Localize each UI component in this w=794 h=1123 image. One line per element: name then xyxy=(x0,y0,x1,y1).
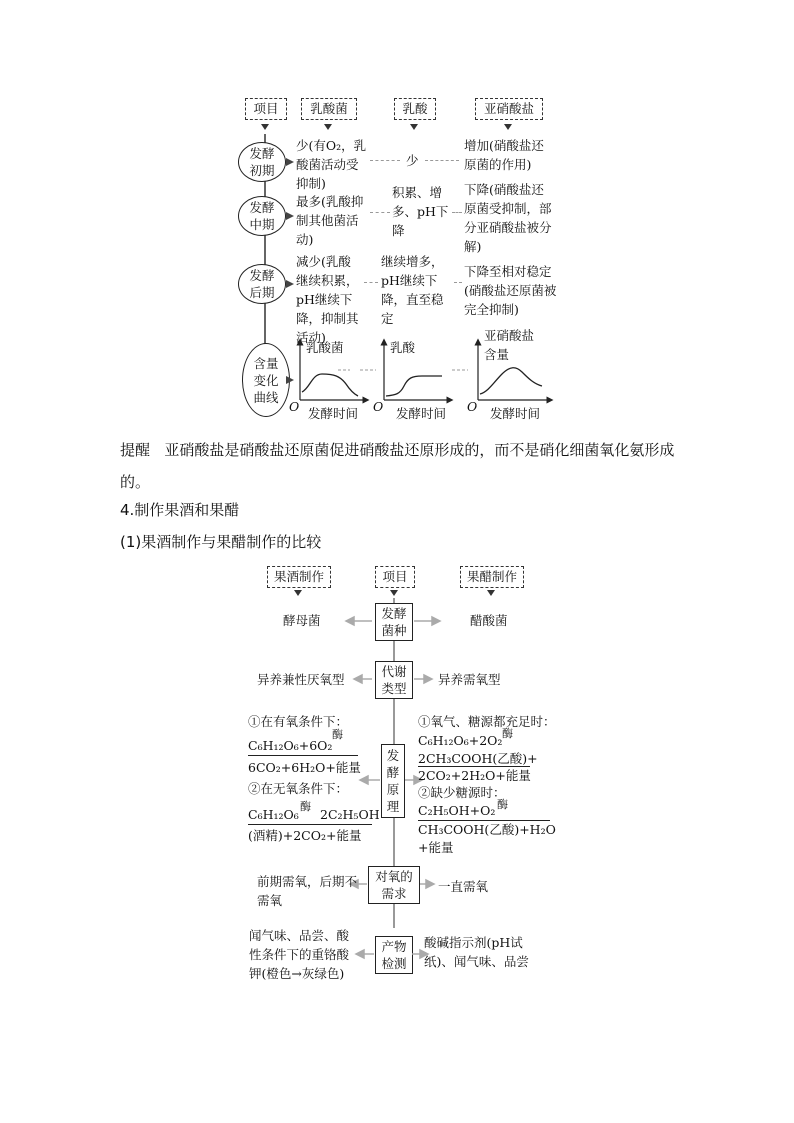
dash-connector xyxy=(454,282,462,283)
enzyme-label: 酶 xyxy=(497,798,508,811)
header-item: 项目 xyxy=(375,566,415,588)
vin-eq2b: CH₃COOH(乙酸)+H₂O xyxy=(418,822,556,837)
header-wine: 果酒制作 xyxy=(267,566,331,588)
wine-eq2a2: 2C₂H₅OH xyxy=(320,807,380,822)
tip-label: 提醒 xyxy=(120,441,151,459)
item-oxygen: 对氧的需求 xyxy=(368,866,420,904)
item-strain: 发酵菌种 xyxy=(375,603,413,641)
curve1-ylabel: 乳酸菌 xyxy=(306,340,344,355)
arrow-down-icon xyxy=(504,124,512,130)
header-nitrite: 亚硝酸盐 xyxy=(475,98,543,120)
dash-connector xyxy=(452,212,462,213)
curve3-origin: O xyxy=(467,399,478,414)
arrow-down-icon xyxy=(261,124,269,130)
early-nitrite: 增加(硝酸盐还原菌的作用) xyxy=(464,138,544,172)
header-lactic-acid: 乳酸 xyxy=(394,98,436,120)
vinegar-oxygen: 一直需氧 xyxy=(438,879,489,894)
early-acid: 少 xyxy=(406,153,419,168)
stage-curves: 含量变化曲线 xyxy=(242,343,290,417)
late-lab: 减少(乳酸继续积累，pH继续下降，抑制其活动) xyxy=(296,254,359,345)
curve1-xlabel: 发酵时间 xyxy=(308,406,359,421)
vin-eq1b: 2CH₃COOH(乙酸)+ xyxy=(418,751,538,766)
wine-strain: 酵母菌 xyxy=(283,613,321,628)
wine-detection: 闻气味、品尝、酸性条件下的重铬酸钾(橙色→灰绿色) xyxy=(249,928,350,981)
dash-connector xyxy=(370,212,390,213)
curve3-xlabel: 发酵时间 xyxy=(490,406,541,421)
header-vinegar: 果醋制作 xyxy=(460,566,524,588)
item-metabolism: 代谢类型 xyxy=(375,661,413,699)
vinegar-metabolism: 异养需氧型 xyxy=(438,672,501,687)
arrow-down-icon xyxy=(294,590,302,596)
vin-eq2c: +能量 xyxy=(418,840,454,855)
tip-paragraph xyxy=(120,434,680,498)
curve2-ylabel: 乳酸 xyxy=(390,340,416,355)
early-lab: 少(有O₂，乳酸菌活动受抑制) xyxy=(296,138,367,191)
section-heading: 4.制作果酒和果醋 xyxy=(120,501,240,519)
curve2-origin: O xyxy=(373,399,384,414)
stage-middle: 发酵中期 xyxy=(238,196,286,236)
stage-late: 发酵后期 xyxy=(238,264,286,304)
wine-eq1a: C₆H₁₂O₆+6O₂ xyxy=(248,738,333,753)
wine-oxygen: 前期需氧，后期不需氧 xyxy=(257,874,358,908)
vinegar-strain: 醋酸菌 xyxy=(470,613,508,628)
curve2-xlabel: 发酵时间 xyxy=(396,406,447,421)
wine-cond2: ②在无氧条件下： xyxy=(248,781,349,796)
arrow-down-icon xyxy=(410,124,418,130)
reaction-arrow xyxy=(248,755,358,756)
vin-cond2: ②缺少糖源时： xyxy=(418,785,506,800)
subsection-heading: (1)果酒制作与果醋制作的比较 xyxy=(120,533,322,551)
wine-eq2b: (酒精)+2CO₂+能量 xyxy=(248,828,362,843)
middle-acid: 积累、增多、pH下降 xyxy=(392,185,449,238)
enzyme-label: 酶 xyxy=(332,728,343,741)
curve3-ylabel: 亚硝酸盐含量 xyxy=(484,328,535,362)
wine-cond1: ①在有氧条件下： xyxy=(248,714,349,729)
vin-cond1: ①氧气、糖源都充足时： xyxy=(418,714,556,729)
wine-eq1b: 6CO₂+6H₂O+能量 xyxy=(248,760,361,775)
dash-connector xyxy=(370,160,400,161)
stage-early: 发酵初期 xyxy=(238,142,286,182)
wine-metabolism: 异养兼性厌氧型 xyxy=(257,672,345,687)
wine-eq2a: C₆H₁₂O₆ xyxy=(248,807,299,822)
late-acid: 继续增多，pH继续下降，直至稳定 xyxy=(381,254,444,326)
arrow-down-icon xyxy=(324,124,332,130)
middle-lab: 最多(乳酸抑制其他菌活动) xyxy=(296,194,364,247)
enzyme-label: 酶 xyxy=(502,727,513,740)
header-lab: 乳酸菌 xyxy=(301,98,357,120)
curve1-origin: O xyxy=(289,399,300,414)
vin-eq1a: C₆H₁₂O₆+2O₂ xyxy=(418,733,503,748)
enzyme-label: 酶 xyxy=(300,800,311,813)
dash-connector xyxy=(364,282,378,283)
vinegar-detection: 酸碱指示剂(pH试纸)、闻气味、品尝 xyxy=(424,935,529,969)
dash-connector xyxy=(425,160,459,161)
middle-nitrite: 下降(硝酸盐还原菌受抑制，部分亚硝酸盐被分解) xyxy=(464,182,552,254)
late-nitrite: 下降至相对稳定(硝酸盐还原菌被完全抑制) xyxy=(464,264,557,317)
item-detection: 产物检测 xyxy=(375,936,413,974)
item-principle: 发酵原理 xyxy=(381,744,405,818)
vin-eq1c: 2CO₂+2H₂O+能量 xyxy=(418,768,531,783)
reaction-arrow xyxy=(248,824,372,825)
arrow-down-icon xyxy=(487,590,495,596)
arrow-down-icon xyxy=(390,590,398,596)
vin-eq2a: C₂H₅OH+O₂ xyxy=(418,803,496,818)
tip-text: 亚硝酸盐是硝酸盐还原菌促进硝酸盐还原形成的，而不是硝化细菌氧化氨形成的。 xyxy=(120,441,675,491)
header-item: 项目 xyxy=(245,98,287,120)
